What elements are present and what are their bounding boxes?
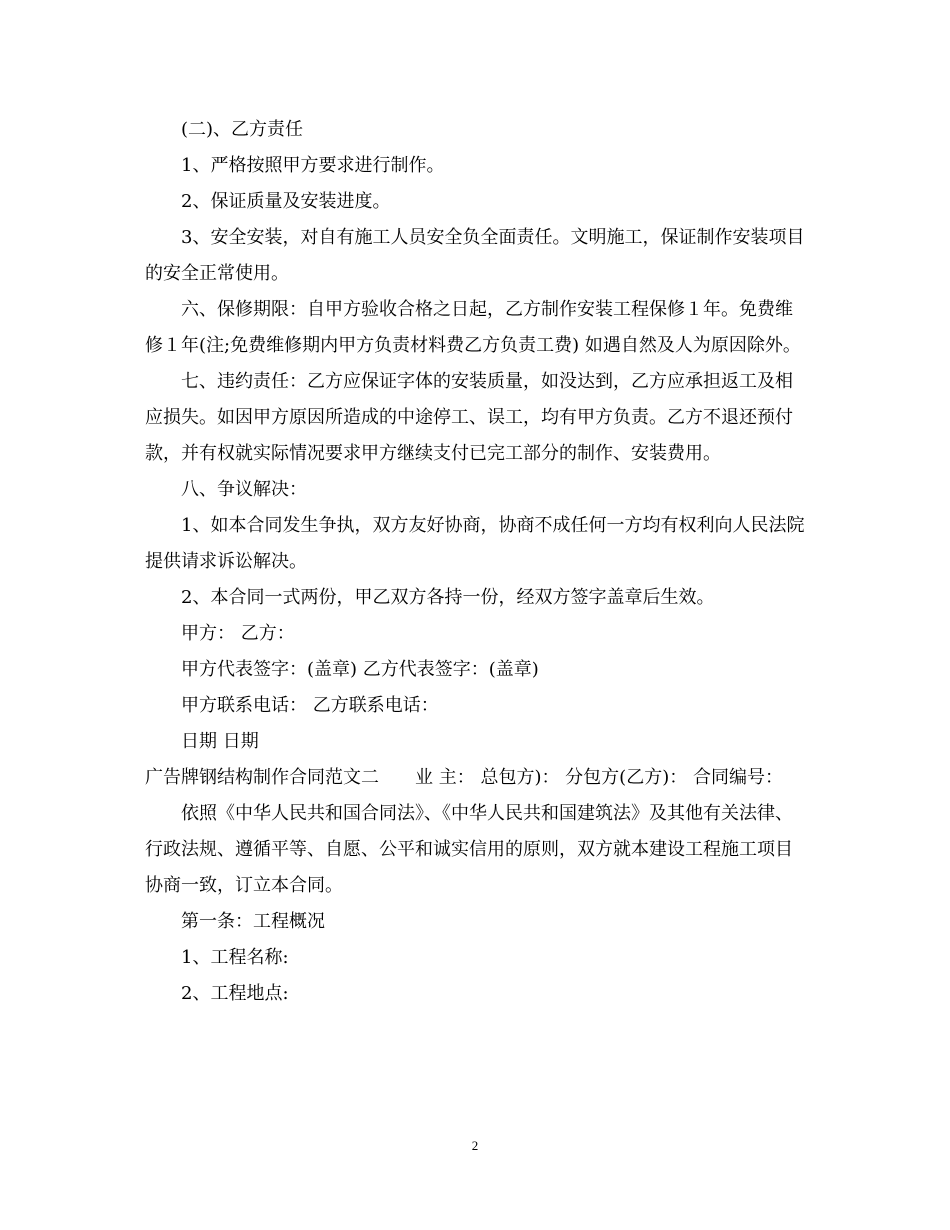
section-heading-article-one: 第一条：工程概况 <box>181 911 325 932</box>
contract-two-title: 广告牌钢结构制作合同范文二 业 主： 总包方)： 分包方(乙方)： 合同编号： <box>145 767 783 788</box>
paragraph: 1、如本合同发生争执，双方友好协商，协商不成任何一方均有权利向人民法院提供请求诉讼解决。 <box>145 515 805 572</box>
signature-representatives: 甲方代表签字：(盖章) 乙方代表签字：(盖章) <box>181 659 539 680</box>
signature-phones: 甲方联系电话： 乙方联系电话： <box>181 695 439 716</box>
paragraph-breach: 七、违约责任：乙方应保证字体的安装质量，如没达到，乙方应承担返工及相应损失。如因甲方原因所造成的中途停工、误工，均有甲方负责。乙方不退还预付款，并有权就实际情况要求甲方继续支付已完工部分的制作、安装费用。 <box>145 371 793 464</box>
signature-parties: 甲方： 乙方： <box>181 623 295 644</box>
paragraph: 2、工程地点: <box>181 983 289 1004</box>
page-number: 2 <box>471 1138 479 1153</box>
document-body <box>145 112 805 1012</box>
paragraph: 3、安全安装，对自有施工人员安全负全面责任。文明施工，保证制作安装项目的安全正常使用。 <box>145 227 805 284</box>
paragraph: 2、保证质量及安装进度。 <box>181 191 391 212</box>
section-heading-dispute: 八、争议解决： <box>181 479 307 500</box>
section-heading-party-b-duties: (二)、乙方责任 <box>181 119 304 140</box>
paragraph-warranty: 六、保修期限：自甲方验收合格之日起，乙方制作安装工程保修１年。免费维修１年(注;免费维修期内甲方负责材料费乙方负责工费) 如遇自然及人为原因除外。 <box>145 299 801 356</box>
paragraph-preamble: 依照《中华人民共和国合同法》、《中华人民共和国建筑法》及其他有关法律、行政法规、遵循平等、自愿、公平和诚实信用的原则，双方就本建设工程施工项目协商一致，订立本合同。 <box>145 803 793 896</box>
paragraph: 1、严格按照甲方要求进行制作。 <box>181 155 445 176</box>
paragraph: 2、本合同一式两份，甲乙双方各持一份，经双方签字盖章后生效。 <box>181 587 715 608</box>
paragraph: 1、工程名称: <box>181 947 289 968</box>
signature-dates: 日期 日期 <box>181 731 259 752</box>
